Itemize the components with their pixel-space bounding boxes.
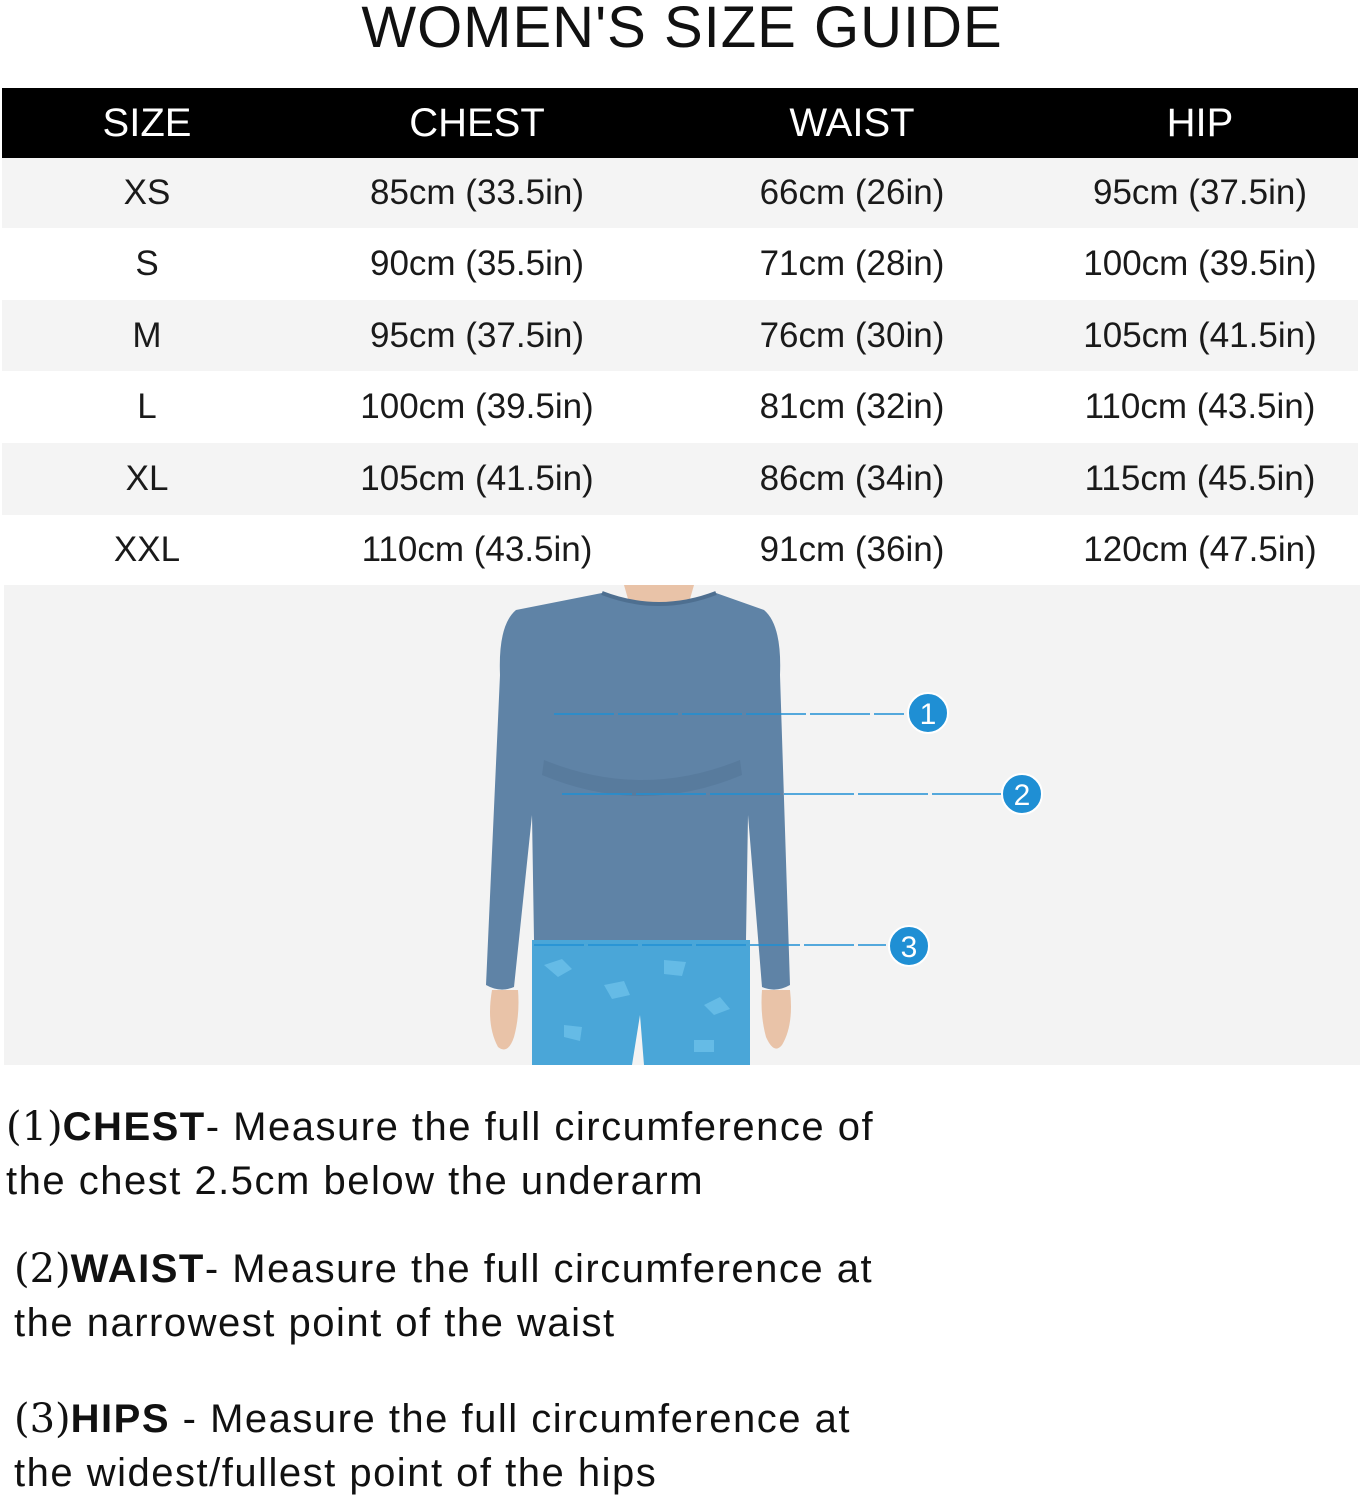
cell-size: M [132,315,162,355]
note-label: HIPS [70,1397,171,1441]
marker-2-label: 2 [1013,779,1031,812]
note-text-line2: the widest/fullest point of the hips [14,1451,658,1495]
note-hips [14,1392,1106,1500]
model-illustration [4,585,1360,1065]
cell-waist: 91cm (36in) [759,530,945,569]
table-row [2,515,1358,585]
marker-1-label: 1 [919,698,937,731]
table-row [2,443,1358,515]
note-text-line2: the chest 2.5cm below the underarm [6,1159,705,1203]
header-size: SIZE [102,100,192,145]
note-waist [14,1242,1106,1350]
cell-chest: 95cm (37.5in) [370,315,584,355]
cell-size: XXL [113,530,181,569]
cell-chest: 90cm (35.5in) [370,244,584,283]
cell-hip: 115cm (45.5in) [1084,459,1316,498]
cell-waist: 86cm (34in) [759,459,945,498]
header-hip: HIP [1166,100,1234,145]
note-number: (2) [14,1246,71,1292]
note-number: (1) [6,1104,63,1150]
table-row [2,371,1358,443]
marker-3 [889,926,929,966]
header-waist: WAIST [789,100,915,145]
cell-chest: 100cm (39.5in) [360,387,594,426]
table-row [2,228,1358,300]
cell-hip: 105cm (41.5in) [1083,315,1317,355]
cell-hip: 110cm (43.5in) [1084,387,1316,426]
cell-hip: 100cm (39.5in) [1083,244,1317,283]
measurement-figure [4,585,1360,1065]
marker-3-label: 3 [900,931,918,964]
cell-size: L [137,387,157,426]
table-header [2,88,1358,158]
cell-size: S [135,244,159,283]
note-text-line2: the narrowest point of the waist [14,1301,616,1345]
note-label: WAIST [70,1247,205,1291]
header-chest: CHEST [409,100,545,145]
note-chest [6,1100,1106,1208]
left-hand [490,990,519,1049]
cell-hip: 120cm (47.5in) [1083,530,1317,569]
cell-waist: 71cm (28in) [759,244,945,283]
cell-chest: 105cm (41.5in) [360,459,594,498]
measurement-notes [6,1100,1106,1500]
page-title: WOMEN'S SIZE GUIDE [361,0,1003,60]
table-row [2,300,1358,371]
note-number: (3) [14,1396,71,1442]
cell-size: XL [125,459,169,498]
cell-waist: 66cm (26in) [759,173,945,212]
right-hand [762,990,792,1049]
table-row [2,158,1358,228]
cell-chest: 85cm (33.5in) [370,173,584,212]
note-text: - Measure the full circumference at [204,1247,874,1291]
cell-hip: 95cm (37.5in) [1093,173,1307,212]
size-table [2,88,1358,585]
marker-1 [908,693,948,733]
cell-waist: 81cm (32in) [759,387,945,426]
cell-chest: 110cm (43.5in) [361,530,593,569]
cell-waist: 76cm (30in) [759,315,945,355]
note-text: - Measure the full circumference of [205,1105,875,1149]
note-text: - Measure the full circumference at [170,1397,851,1441]
note-label: CHEST [62,1105,206,1149]
marker-2 [1002,774,1042,814]
cell-size: XS [123,173,171,212]
